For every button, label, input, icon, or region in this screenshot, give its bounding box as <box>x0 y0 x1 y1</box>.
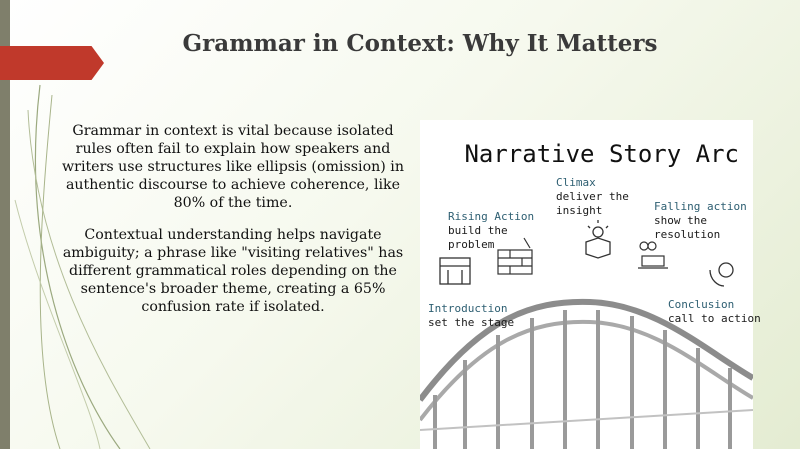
stage-rising-line2: problem <box>448 238 495 251</box>
stage-rising-line1: build the <box>448 224 508 237</box>
stage-climax-line2: insight <box>556 204 603 217</box>
theater-stage-icon <box>440 258 470 284</box>
paragraph-2: Contextual understanding helps navigate ambiguity; a phrase like "visiting relatives" has different grammatical roles depending on the sentence's broader theme, creating a 65% confusion rate if isolated. <box>62 227 404 315</box>
stage-falling-line1: show the <box>654 214 707 227</box>
stage-rising-action <box>448 210 534 252</box>
stage-intro-line1: set the stage <box>428 316 515 329</box>
stage-falling-action <box>654 200 747 242</box>
stage-falling-heading: Falling action <box>654 200 747 213</box>
person-laptop-icon <box>638 242 668 268</box>
paragraph-1: Grammar in context is vital because isolated rules often fail to explain how speakers and writers use structures like ellipsis (omission) in authentic discourse to achieve coherence, like 80% of the time. <box>62 123 404 211</box>
stage-conclusion <box>668 298 761 326</box>
stage-climax-line1: deliver the <box>556 190 629 203</box>
body-text <box>58 122 408 330</box>
stage-falling-line2: resolution <box>654 228 721 241</box>
stage-climax-heading: Climax <box>556 176 596 189</box>
stage-intro-heading: Introduction <box>428 302 508 315</box>
narrative-arc-image <box>420 120 761 449</box>
phone-call-icon <box>710 263 733 286</box>
stage-introduction <box>428 302 514 330</box>
stage-rising-heading: Rising Action <box>448 210 535 223</box>
title-accent-arrow <box>0 46 104 80</box>
stage-conclusion-heading: Conclusion <box>668 298 735 311</box>
stage-conclusion-line1: call to action <box>668 312 761 325</box>
arc-drawing <box>420 120 753 449</box>
arc-inner-rail <box>420 322 753 420</box>
arc-title: Narrative Story Arc <box>464 140 739 168</box>
lightbulb-box-icon <box>586 220 610 258</box>
slide-title: Grammar in Context: Why It Matters <box>182 30 658 57</box>
stage-climax <box>556 176 629 218</box>
